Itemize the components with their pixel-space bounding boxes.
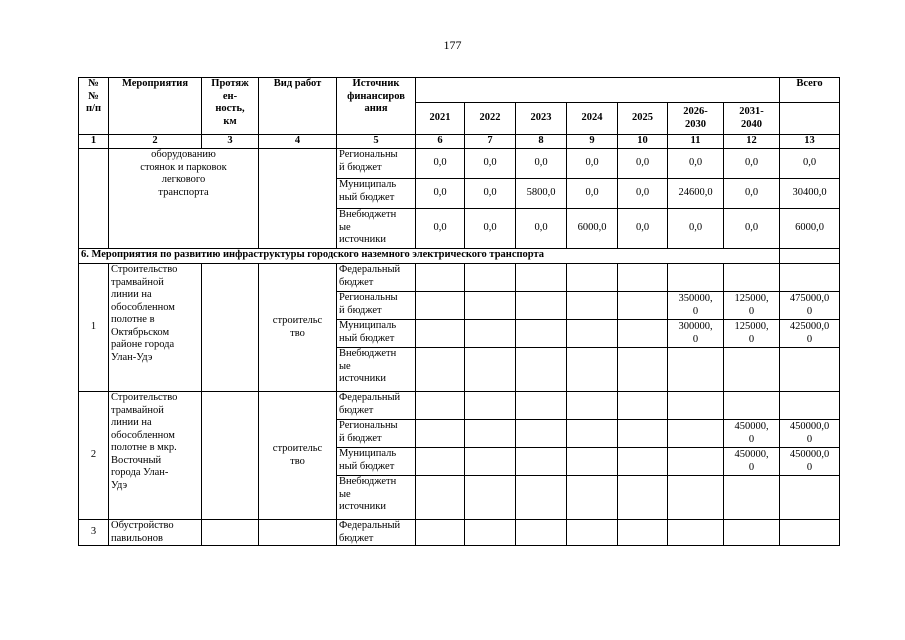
- work-type: строительс тво: [259, 392, 337, 520]
- event-name: Строительство трамвайной линии на обособленном полотне в Октябрьском районе города Улан-Удэ: [109, 264, 202, 392]
- value-cell: [724, 264, 780, 292]
- value-cell: [567, 348, 618, 392]
- col-number: 5: [337, 135, 416, 149]
- value-cell: 125000, 0: [724, 292, 780, 320]
- value-cell: [618, 292, 668, 320]
- value-cell: [516, 348, 567, 392]
- value-cell: 0,0: [465, 179, 516, 209]
- value-cell: 0,0: [618, 209, 668, 249]
- value-cell: 475000,0 0: [780, 292, 840, 320]
- header-year: 2023: [516, 103, 567, 135]
- header-events: Мероприятия: [109, 78, 202, 135]
- header-year: 2022: [465, 103, 516, 135]
- value-cell: [668, 476, 724, 520]
- value-cell: [724, 520, 780, 546]
- col-number: 3: [202, 135, 259, 149]
- value-cell: [465, 392, 516, 420]
- header-year: 2025: [618, 103, 668, 135]
- value-cell: [668, 448, 724, 476]
- header-total: Всего: [780, 78, 840, 103]
- funding-source: Региональны й бюджет: [337, 420, 416, 448]
- value-cell: 0,0: [516, 209, 567, 249]
- col-number: 8: [516, 135, 567, 149]
- col-number: 12: [724, 135, 780, 149]
- value-cell: [465, 476, 516, 520]
- funding-source: Региональны й бюджет: [337, 149, 416, 179]
- value-cell: [516, 320, 567, 348]
- header-years-group: [416, 78, 780, 103]
- value-cell: [780, 392, 840, 420]
- value-cell: 5800,0: [516, 179, 567, 209]
- value-cell: [516, 292, 567, 320]
- value-cell: [668, 348, 724, 392]
- value-cell: [567, 264, 618, 292]
- value-cell: [567, 520, 618, 546]
- length-empty: [202, 520, 259, 546]
- header-length: Протяж ен- ность, км: [202, 78, 259, 135]
- funding-source: Муниципаль ный бюджет: [337, 320, 416, 348]
- value-cell: [567, 292, 618, 320]
- value-cell: [465, 320, 516, 348]
- value-cell: [416, 292, 465, 320]
- col-number: 11: [668, 135, 724, 149]
- value-cell: [416, 392, 465, 420]
- value-cell: [618, 448, 668, 476]
- value-cell: 0,0: [618, 179, 668, 209]
- value-cell: [618, 348, 668, 392]
- funding-source: Внебюджетн ые источники: [337, 209, 416, 249]
- value-cell: 350000, 0: [668, 292, 724, 320]
- work-type: строительс тво: [259, 264, 337, 392]
- value-cell: [516, 476, 567, 520]
- value-cell: [724, 392, 780, 420]
- event-name: оборудованию стоянок и парковок легкового транспорта: [109, 149, 259, 249]
- value-cell: [567, 476, 618, 520]
- value-cell: [724, 476, 780, 520]
- header-work-type: Вид работ: [259, 78, 337, 135]
- funding-source: Внебюджетн ые источники: [337, 476, 416, 520]
- col-number: 6: [416, 135, 465, 149]
- col-number: 9: [567, 135, 618, 149]
- value-cell: [416, 476, 465, 520]
- funding-source: Федеральный бюджет: [337, 520, 416, 546]
- header-year: 2026- 2030: [668, 103, 724, 135]
- col-number: 4: [259, 135, 337, 149]
- header-year: 2024: [567, 103, 618, 135]
- length-empty: [202, 264, 259, 392]
- value-cell: [618, 476, 668, 520]
- funding-source: Внебюджетн ые источники: [337, 348, 416, 392]
- value-cell: [567, 320, 618, 348]
- value-cell: [567, 392, 618, 420]
- value-cell: 0,0: [416, 149, 465, 179]
- value-cell: [516, 392, 567, 420]
- value-cell: 0,0: [668, 209, 724, 249]
- value-cell: [465, 420, 516, 448]
- value-cell: [668, 520, 724, 546]
- value-cell: [465, 264, 516, 292]
- value-cell: [516, 420, 567, 448]
- length-empty: [202, 392, 259, 520]
- work-type: [259, 520, 337, 546]
- value-cell: 0,0: [516, 149, 567, 179]
- value-cell: [668, 392, 724, 420]
- header-source: Источник финансиров ания: [337, 78, 416, 135]
- value-cell: 0,0: [567, 149, 618, 179]
- header-num: № № п/п: [79, 78, 109, 135]
- value-cell: 450000, 0: [724, 420, 780, 448]
- value-cell: 0,0: [618, 149, 668, 179]
- value-cell: 425000,0 0: [780, 320, 840, 348]
- value-cell: [465, 448, 516, 476]
- cell-num-empty: [79, 149, 109, 249]
- value-cell: 0,0: [465, 149, 516, 179]
- value-cell: [416, 348, 465, 392]
- financing-table: [78, 77, 840, 546]
- value-cell: 0,0: [724, 179, 780, 209]
- work-type-empty: [259, 149, 337, 249]
- value-cell: 0,0: [416, 179, 465, 209]
- col-number: 2: [109, 135, 202, 149]
- funding-source: Муниципаль ный бюджет: [337, 179, 416, 209]
- value-cell: 0,0: [780, 149, 840, 179]
- funding-source: Муниципаль ный бюджет: [337, 448, 416, 476]
- value-cell: [668, 420, 724, 448]
- value-cell: 300000, 0: [668, 320, 724, 348]
- col-number: 7: [465, 135, 516, 149]
- funding-source: Федеральный бюджет: [337, 392, 416, 420]
- value-cell: [516, 520, 567, 546]
- value-cell: [416, 264, 465, 292]
- col-number: 10: [618, 135, 668, 149]
- value-cell: [780, 348, 840, 392]
- event-name: Строительство трамвайной линии на обособленном полотне в мкр. Восточный города Улан- Удэ: [109, 392, 202, 520]
- value-cell: 6000,0: [567, 209, 618, 249]
- value-cell: 0,0: [567, 179, 618, 209]
- value-cell: 0,0: [668, 149, 724, 179]
- section-total-empty: [780, 249, 840, 264]
- funding-source: Региональны й бюджет: [337, 292, 416, 320]
- value-cell: 24600,0: [668, 179, 724, 209]
- value-cell: 0,0: [465, 209, 516, 249]
- value-cell: [416, 448, 465, 476]
- value-cell: [416, 320, 465, 348]
- header-total-blank: [780, 103, 840, 135]
- value-cell: [618, 320, 668, 348]
- value-cell: 450000,0 0: [780, 420, 840, 448]
- value-cell: [618, 264, 668, 292]
- value-cell: 30400,0: [780, 179, 840, 209]
- value-cell: [780, 520, 840, 546]
- value-cell: [516, 264, 567, 292]
- value-cell: [465, 292, 516, 320]
- value-cell: 0,0: [724, 209, 780, 249]
- item-number: 3: [79, 520, 109, 546]
- value-cell: [567, 420, 618, 448]
- section-title: 6. Мероприятия по развитию инфраструктуры городского наземного электрического транспорта: [79, 249, 780, 264]
- value-cell: [668, 264, 724, 292]
- col-number: 1: [79, 135, 109, 149]
- value-cell: [465, 348, 516, 392]
- value-cell: [618, 392, 668, 420]
- item-number: 2: [79, 392, 109, 520]
- funding-source: Федеральный бюджет: [337, 264, 416, 292]
- value-cell: 450000,0 0: [780, 448, 840, 476]
- header-year: 2031- 2040: [724, 103, 780, 135]
- value-cell: [416, 520, 465, 546]
- header-year: 2021: [416, 103, 465, 135]
- col-number: 13: [780, 135, 840, 149]
- value-cell: 0,0: [724, 149, 780, 179]
- item-number: 1: [79, 264, 109, 392]
- value-cell: [618, 520, 668, 546]
- value-cell: 450000, 0: [724, 448, 780, 476]
- value-cell: [567, 448, 618, 476]
- value-cell: 6000,0: [780, 209, 840, 249]
- value-cell: [516, 448, 567, 476]
- value-cell: [780, 264, 840, 292]
- value-cell: [780, 476, 840, 520]
- value-cell: [416, 420, 465, 448]
- value-cell: 125000, 0: [724, 320, 780, 348]
- value-cell: [465, 520, 516, 546]
- page-number: 177: [443, 38, 462, 52]
- value-cell: [724, 348, 780, 392]
- event-name: Обустройство павильонов: [109, 520, 202, 546]
- value-cell: [618, 420, 668, 448]
- value-cell: 0,0: [416, 209, 465, 249]
